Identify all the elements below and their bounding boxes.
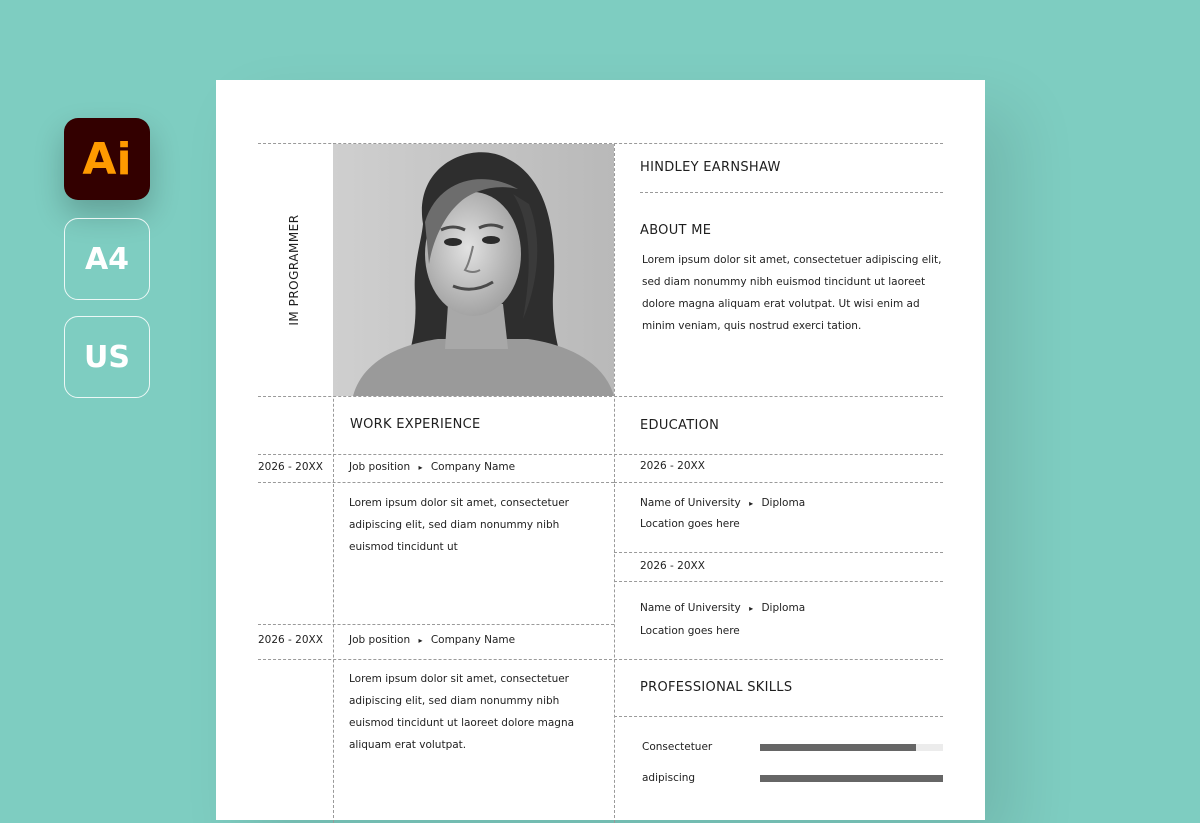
full-name: HINDLEY EARNSHAW (640, 160, 781, 175)
illustrator-badge: Ai (64, 118, 150, 200)
divider (614, 716, 943, 717)
resume-page (216, 80, 985, 820)
a4-format-badge: A4 (64, 218, 150, 300)
skill-name: Consectetuer (642, 741, 713, 753)
job-description: Lorem ipsum dolor sit amet, consectetuer adipiscing elit, sed diam nonummy nibh euismod tincidunt ut laoreet dolore magna aliquam erat volutpat. (349, 673, 575, 751)
divider (614, 482, 943, 483)
divider (258, 482, 614, 483)
education-school: Name of University ▸ Diploma (640, 602, 806, 614)
us-format-badge: US (64, 316, 150, 398)
job-title-line: Job position ▸ Company Name (349, 634, 516, 646)
divider (258, 454, 943, 455)
divider (258, 396, 943, 397)
education-dates: 2026 - 20XX (640, 560, 705, 572)
skill-bar-fill (760, 775, 943, 782)
skill-bar (760, 775, 943, 782)
job-dates: 2026 - 20XX (258, 634, 323, 646)
divider (258, 659, 943, 660)
divider (640, 192, 943, 193)
role-title: IM PROGRAMMER (287, 214, 301, 326)
education-dates: 2026 - 20XX (640, 460, 705, 472)
skills-heading: PROFESSIONAL SKILLS (640, 680, 793, 695)
education-location: Location goes here (640, 625, 740, 637)
education-heading: EDUCATION (640, 418, 720, 433)
job-dates: 2026 - 20XX (258, 461, 323, 473)
divider (614, 143, 615, 823)
skill-bar (760, 744, 943, 751)
job-description: Lorem ipsum dolor sit amet, consectetuer adipiscing elit, sed diam nonummy nibh euismod tincidunt ut (349, 497, 569, 553)
skill-name: adipiscing (642, 772, 696, 784)
profile-photo (333, 144, 614, 396)
divider (614, 552, 943, 553)
about-heading: ABOUT ME (640, 223, 712, 238)
divider (258, 624, 614, 625)
divider (614, 581, 943, 582)
education-location: Location goes here (640, 518, 740, 530)
about-text: Lorem ipsum dolor sit amet, consectetuer adipiscing elit, sed diam nonummy nibh euismod tincidunt ut laoreet dolore magna aliquam erat volutpat. Ut wisi enim ad minim veniam, quis nostrud exerci tation. (642, 254, 942, 332)
skill-bar-fill (760, 744, 916, 751)
job-title-line: Job position ▸ Company Name (349, 461, 516, 473)
work-experience-heading: WORK EXPERIENCE (350, 417, 481, 432)
education-school: Name of University ▸ Diploma (640, 497, 806, 509)
